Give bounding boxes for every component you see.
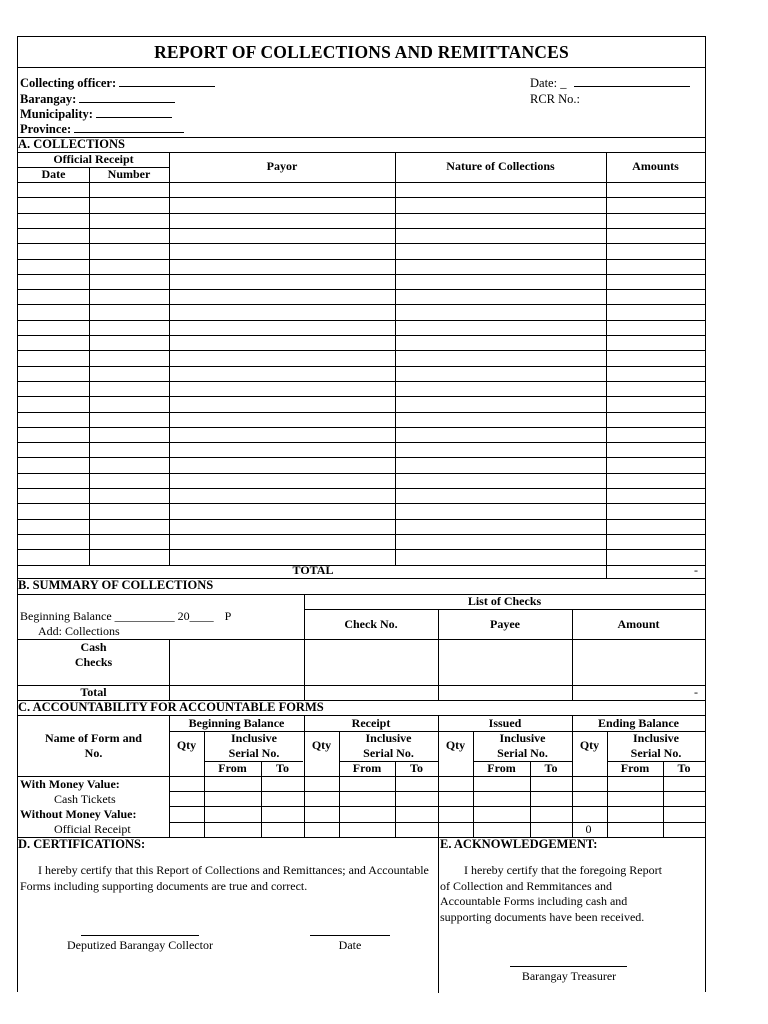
inclusive-header: Inclusive [230,731,277,745]
summary-total-value: - [694,685,698,699]
grid-line [18,488,705,489]
grid-line [18,427,705,428]
grid-line [18,412,705,413]
to-column-header: To [276,761,289,775]
checks-label: Checks [74,655,113,669]
municipality-blank[interactable] [96,107,172,118]
grid-line [18,519,705,520]
grid-line [572,715,573,837]
with-money-value-label: With Money Value: [20,777,120,791]
cash-label: Cash [80,640,107,654]
serial-no-header: Serial No. [363,746,414,760]
date-signature-line[interactable] [310,935,390,936]
province-field[interactable] [20,122,184,137]
beginning-balance-field[interactable] [20,609,231,624]
grid-line [18,776,705,777]
official-receipt-header: Official Receipt [53,152,134,166]
divider [304,609,705,610]
without-money-value-label: Without Money Value: [20,807,137,821]
barangay-field[interactable] [20,92,175,107]
rcr-no-label: RCR No.: [530,92,581,106]
grid-line [395,152,396,565]
ending-qty-value: 0 [585,822,592,836]
grid-line [438,715,439,837]
list-of-checks-header: List of Checks [467,594,542,608]
grid-line [169,837,705,838]
grid-line [18,274,705,275]
total-label: TOTAL [292,563,334,577]
beginning-balance-label: Beginning Balance __________ 20____ [20,609,214,623]
qty-column-header: Qty [445,738,466,752]
to-column-header: To [544,761,558,775]
grid-line [18,320,705,321]
divider [438,837,439,993]
grid-line [18,182,705,183]
grid-line [304,715,305,837]
from-column-header: From [620,761,650,775]
divider [169,639,170,700]
section-a-heading: A. COLLECTIONS [18,137,125,151]
inclusive-header: Inclusive [499,731,546,745]
name-of-form-header-2: No. [84,746,103,760]
to-column-header: To [410,761,423,775]
payor-column-header: Payor [266,159,298,173]
barangay-label: Barangay: [20,92,77,106]
total-value: - [694,563,698,577]
issued-header: Issued [488,716,522,730]
grid-line [169,822,705,823]
section-b-heading: B. SUMMARY OF COLLECTIONS [18,578,214,592]
province-blank[interactable] [74,122,184,133]
grid-line [18,243,705,244]
grid-line [18,228,705,229]
from-column-header: From [218,761,247,775]
province-label: Province: [20,122,72,136]
grid-line [18,304,705,305]
report-form [17,36,706,992]
date-column-header: Date [41,167,66,181]
number-column-header: Number [107,167,151,181]
section-c-heading: C. ACCOUNTABILITY FOR ACCOUNTABLE FORMS [18,700,324,714]
grid-line [18,503,705,504]
grid-line [89,167,90,565]
date-label: Date [338,938,362,952]
grid-line [18,197,705,198]
page-title: REPORT OF COLLECTIONS AND REMITTANCES [18,37,705,68]
date-blank[interactable] [574,76,690,87]
grid-line [169,715,170,837]
grid-line [18,335,705,336]
date-field[interactable] [530,76,690,91]
qty-column-header: Qty [579,738,600,752]
divider [304,594,305,700]
check-no-column-header: Check No. [344,617,398,631]
collecting-officer-field[interactable] [20,76,215,91]
inclusive-header: Inclusive [365,731,412,745]
grid-line [18,259,705,260]
date-label: Date: _ [530,76,567,90]
municipality-label: Municipality: [20,107,93,121]
collector-signature-line[interactable] [81,935,199,936]
summary-total-label: Total [80,685,107,699]
from-column-header: From [352,761,382,775]
nature-column-header: Nature of Collections [446,159,555,173]
peso-sign: P [224,609,232,623]
to-column-header: To [677,761,691,775]
barangay-blank[interactable] [79,92,175,103]
payee-column-header: Payee [490,617,520,631]
ending-balance-header: Ending Balance [597,716,680,730]
amount-column-header: Amount [617,617,660,631]
qty-column-header: Qty [311,738,332,752]
section-d-heading: D. CERTIFICATIONS: [18,837,146,851]
grid-line [18,565,705,566]
grid-line [18,534,705,535]
grid-line [18,473,705,474]
treasurer-signature-line[interactable] [510,966,627,967]
grid-line [606,152,607,578]
from-column-header: From [487,761,516,775]
inclusive-header: Inclusive [632,731,679,745]
grid-line [18,213,705,214]
beginning-balance-header: Beginning Balance [188,716,285,730]
collector-label: Deputized Barangay Collector [67,938,213,952]
add-collections-label: Add: Collections [38,624,120,638]
grid-line [18,366,705,367]
amounts-column-header: Amounts [632,159,679,173]
grid-line [18,289,705,290]
serial-no-header: Serial No. [228,746,280,760]
collecting-officer-label: Collecting officer: [20,76,117,90]
collecting-officer-blank[interactable] [119,76,215,87]
grid-line [169,152,170,565]
receipt-header: Receipt [351,716,391,730]
grid-line [18,350,705,351]
grid-line [169,791,705,792]
grid-line [18,167,169,168]
cash-tickets-label: Cash Tickets [54,792,116,806]
serial-no-header: Serial No. [630,746,682,760]
name-of-form-header: Name of Form and [45,731,142,745]
municipality-field[interactable] [20,107,172,122]
grid-line [18,549,705,550]
grid-line [169,806,705,807]
rcr-no-field[interactable] [530,92,580,107]
acknowledgement-text: I hereby certify that the foregoing Report of Collection and Remmitances and Accountable Forms including cash and supporting documents have been received. [440,863,662,924]
grid-line [18,381,705,382]
grid-line [18,442,705,443]
section-e-heading: E. ACKNOWLEDGEMENT: [440,837,598,851]
certification-text: I hereby certify that this Report of Collections and Remittances; and Accountable Forms including supporting documents are true and correct. [20,863,429,893]
qty-column-header: Qty [176,738,197,752]
official-receipt-label: Official Receipt [54,822,131,836]
grid-line [18,396,705,397]
serial-no-header: Serial No. [497,746,548,760]
treasurer-label: Barangay Treasurer [521,969,617,983]
grid-line [18,457,705,458]
